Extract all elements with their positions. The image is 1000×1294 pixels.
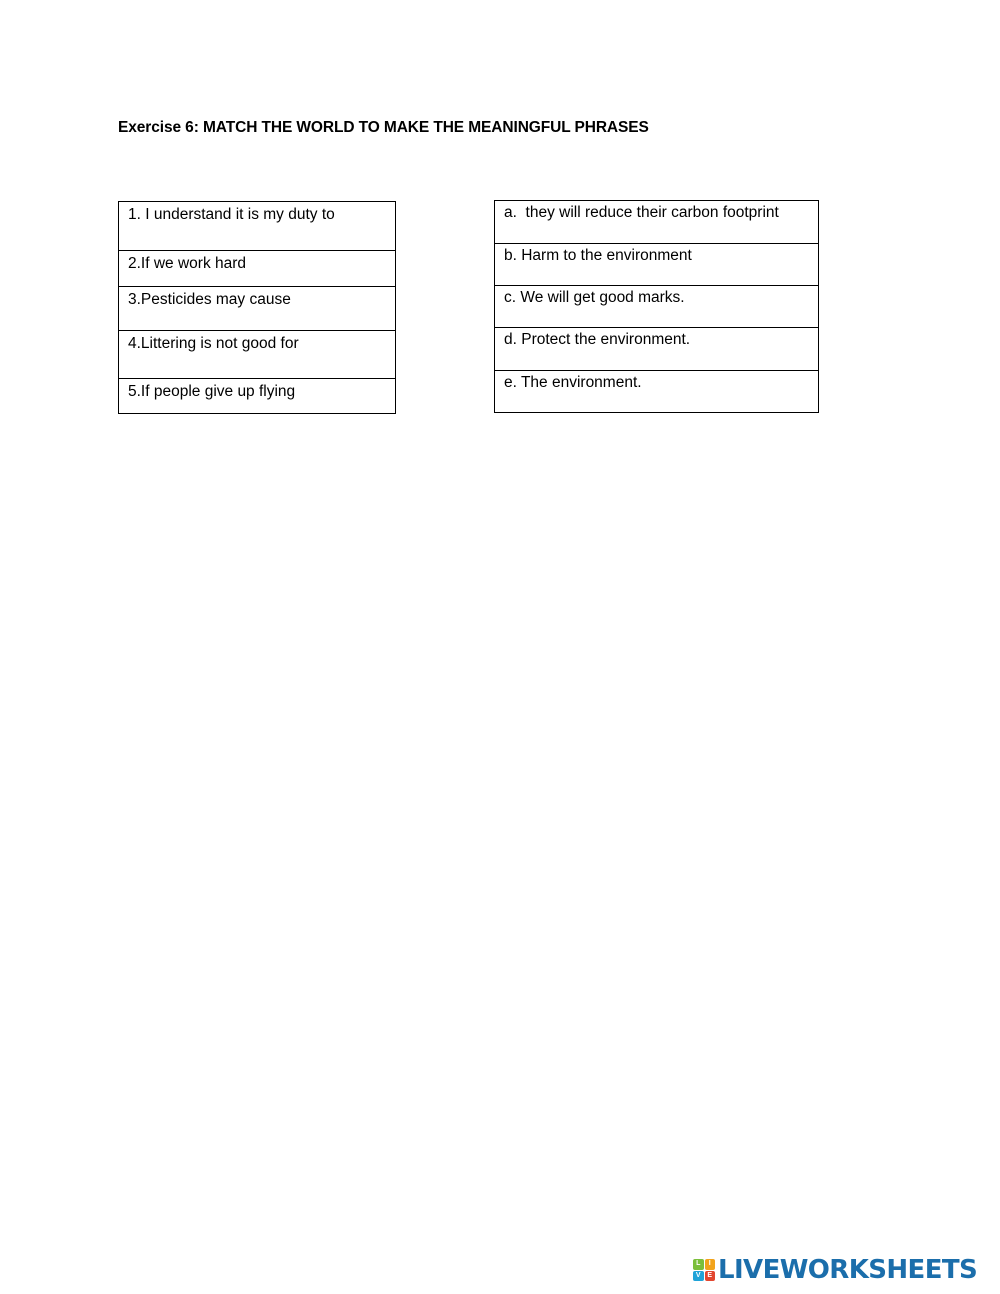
- left-phrase-4: 4.Littering is not good for: [119, 331, 396, 379]
- logo-text: LIVEWORKSHEETS: [718, 1255, 978, 1285]
- right-phrase-d: d. Protect the environment.: [495, 328, 819, 371]
- right-phrase-e: e. The environment.: [495, 371, 819, 413]
- liveworksheets-logo-icon: L I V E: [693, 1259, 715, 1281]
- left-phrase-2: 2.If we work hard: [119, 251, 396, 287]
- right-phrase-a: a. they will reduce their carbon footprint: [495, 201, 819, 244]
- left-phrase-1: 1. I understand it is my duty to: [119, 202, 396, 251]
- right-phrase-b: b. Harm to the environment: [495, 244, 819, 286]
- left-phrase-3: 3.Pesticides may cause: [119, 287, 396, 331]
- left-phrase-5: 5.If people give up flying: [119, 379, 396, 414]
- right-phrase-c: c. We will get good marks.: [495, 286, 819, 328]
- liveworksheets-logo: [693, 1257, 977, 1283]
- right-phrase-table: [494, 200, 819, 413]
- left-phrase-table: [118, 201, 396, 414]
- exercise-title: Exercise 6: MATCH THE WORLD TO MAKE THE MEANINGFUL PHRASES: [118, 119, 649, 136]
